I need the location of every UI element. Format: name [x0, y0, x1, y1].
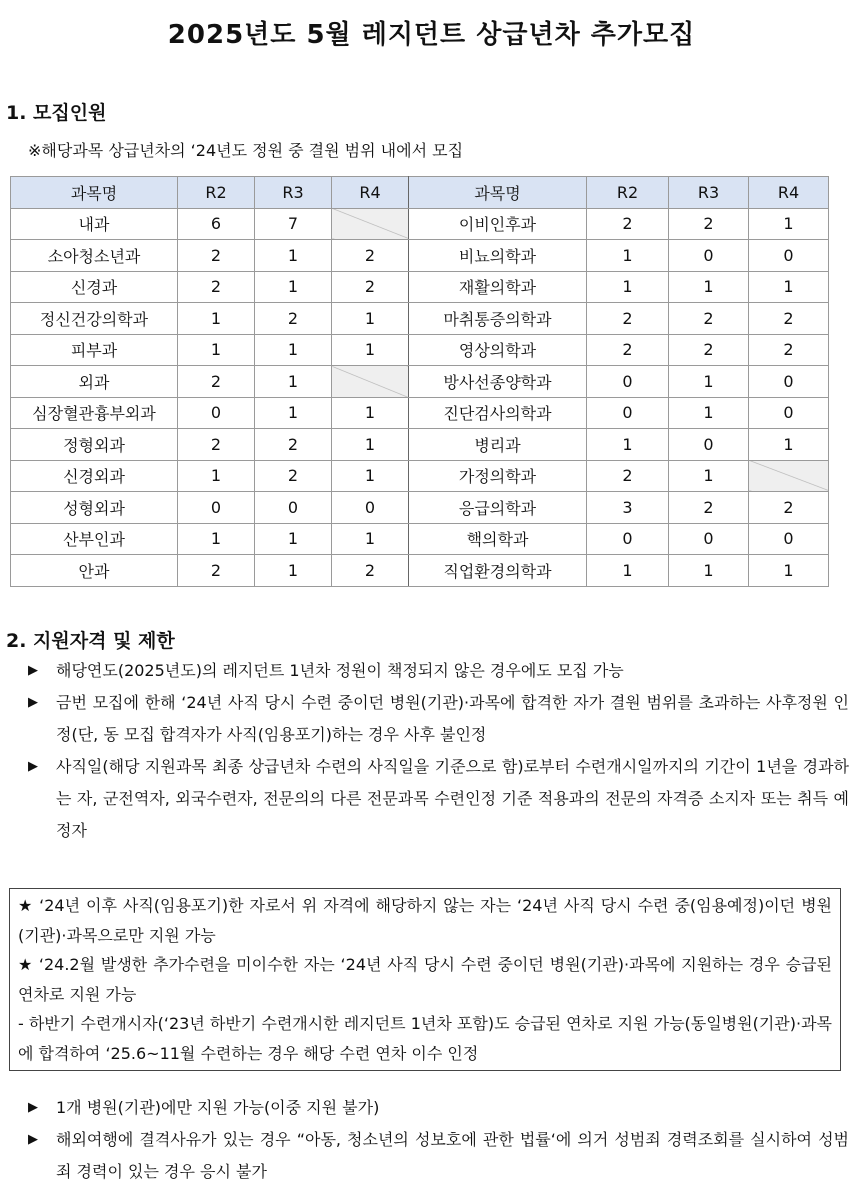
cell-r4-left: 0 [332, 492, 409, 524]
cell-r2-left: 6 [178, 208, 255, 240]
cell-r2-right: 1 [587, 429, 669, 461]
cell-r3-left: 1 [255, 240, 332, 272]
page-title: 2025년도 5월 레지던트 상급년차 추가모집 [167, 20, 696, 50]
table-row [11, 240, 829, 272]
cell-subject-right: 이비인후과 [409, 208, 587, 240]
cell-subject-left: 외과 [11, 366, 178, 398]
recruitment-note: ※해당과목 상급년차의 ‘24년도 정원 중 결원 범위 내에서 모집 [28, 141, 464, 160]
cell-r2-right: 3 [587, 492, 669, 524]
cell-r4-right: 0 [749, 366, 829, 398]
table-header-row [11, 177, 829, 209]
cell-r2-left: 1 [178, 523, 255, 555]
cell-r4-right: 2 [749, 492, 829, 524]
cell-r2-left: 2 [178, 271, 255, 303]
cell-r4-left: 2 [332, 555, 409, 587]
list-item [0, 751, 863, 847]
cell-subject-right: 진단검사의학과 [409, 397, 587, 429]
cell-r2-right: 2 [587, 208, 669, 240]
cell-r3-left: 0 [255, 492, 332, 524]
cell-r4-left [332, 366, 409, 398]
bullet-text: 1개 병원(기관)에만 지원 가능(이중 지원 불가) [56, 1098, 380, 1117]
header-r2-right: R2 [587, 177, 669, 209]
cell-subject-right: 응급의학과 [409, 492, 587, 524]
cell-r4-right [749, 460, 829, 492]
cell-subject-left: 신경과 [11, 271, 178, 303]
notice-line: ★ ‘24.2월 발생한 추가수련을 미이수한 자는 ‘24년 사직 당시 수련 중이던 병원(기관)·과목에 지원하는 경우 승급된 연차로 지원 가능 [18, 955, 832, 1004]
cell-subject-right: 비뇨의학과 [409, 240, 587, 272]
cell-r3-right: 2 [669, 208, 749, 240]
cell-r4-right: 1 [749, 208, 829, 240]
bullet-triangle-icon: ▶ [28, 759, 38, 774]
cell-r3-left: 1 [255, 366, 332, 398]
cell-r2-left: 0 [178, 492, 255, 524]
cell-r4-left: 1 [332, 334, 409, 366]
cell-subject-right: 방사선종양학과 [409, 366, 587, 398]
cell-r4-right: 0 [749, 397, 829, 429]
cell-subject-right: 직업환경의학과 [409, 555, 587, 587]
list-item [0, 655, 863, 687]
cell-r2-right: 0 [587, 523, 669, 555]
cell-r3-left: 2 [255, 460, 332, 492]
cell-subject-left: 피부과 [11, 334, 178, 366]
cell-r3-left: 1 [255, 523, 332, 555]
cell-r4-left: 1 [332, 303, 409, 335]
cell-r2-right: 2 [587, 334, 669, 366]
cell-r3-right: 2 [669, 492, 749, 524]
cell-r3-left: 1 [255, 334, 332, 366]
cell-r3-right: 0 [669, 429, 749, 461]
cell-r3-left: 2 [255, 429, 332, 461]
cell-subject-left: 내과 [11, 208, 178, 240]
cell-r2-left: 1 [178, 460, 255, 492]
cell-r3-left: 1 [255, 271, 332, 303]
cell-r2-right: 0 [587, 397, 669, 429]
cell-r4-right: 0 [749, 240, 829, 272]
cell-r4-right: 1 [749, 429, 829, 461]
table-row [11, 429, 829, 461]
list-item [0, 1092, 863, 1124]
cell-subject-left: 신경외과 [11, 460, 178, 492]
cell-r3-right: 1 [669, 460, 749, 492]
cell-r2-left: 2 [178, 366, 255, 398]
cell-subject-left: 심장혈관흉부외과 [11, 397, 178, 429]
cell-r4-right: 0 [749, 523, 829, 555]
table-row [11, 460, 829, 492]
cell-r4-right: 1 [749, 271, 829, 303]
notice-line: - 하반기 수련개시자(‘23년 하반기 수련개시한 레지던트 1년차 포함)도 승급된 연차로 지원 가능(동일병원(기관)·과목에 합격하여 ‘25.6~11월 수련하는 경우 해당 수련 연차 이수 인정 [18, 1014, 832, 1063]
bullet-triangle-icon: ▶ [28, 1100, 38, 1115]
cell-r4-left [332, 208, 409, 240]
table-row [11, 303, 829, 335]
restriction-list [0, 1092, 863, 1188]
qualification-list [0, 655, 863, 847]
header-subject-right: 과목명 [409, 177, 587, 209]
cell-r2-left: 2 [178, 429, 255, 461]
cell-r4-right: 2 [749, 334, 829, 366]
cell-subject-left: 정형외과 [11, 429, 178, 461]
cell-r2-right: 1 [587, 555, 669, 587]
notice-line: ★ ‘24년 이후 사직(임용포기)한 자로서 위 자격에 해당하지 않는 자는 ‘24년 사직 당시 수련 중(임용예정)이던 병원(기관)·과목으로만 지원 가능 [18, 896, 832, 945]
bullet-text: 해외여행에 결격사유가 있는 경우 “아동, 청소년의 성보호에 관한 법률‘에 의거 성범죄 경력조회를 실시하여 성범죄 경력이 있는 경우 응시 불가 [56, 1130, 849, 1181]
recruitment-table [10, 176, 829, 587]
header-r3-left: R3 [255, 177, 332, 209]
cell-r3-right: 1 [669, 366, 749, 398]
cell-subject-right: 재활의학과 [409, 271, 587, 303]
cell-r2-right: 1 [587, 240, 669, 272]
cell-subject-right: 병리과 [409, 429, 587, 461]
cell-r4-right: 1 [749, 555, 829, 587]
cell-r2-left: 2 [178, 240, 255, 272]
cell-subject-right: 가정의학과 [409, 460, 587, 492]
cell-r2-right: 1 [587, 271, 669, 303]
cell-subject-left: 안과 [11, 555, 178, 587]
table-row [11, 492, 829, 524]
cell-r3-right: 2 [669, 334, 749, 366]
cell-r3-left: 2 [255, 303, 332, 335]
bullet-triangle-icon: ▶ [28, 663, 38, 678]
cell-r4-left: 1 [332, 429, 409, 461]
cell-r3-right: 2 [669, 303, 749, 335]
cell-subject-right: 영상의학과 [409, 334, 587, 366]
header-r4-left: R4 [332, 177, 409, 209]
cell-subject-right: 핵의학과 [409, 523, 587, 555]
cell-r4-left: 1 [332, 523, 409, 555]
list-item [0, 1124, 863, 1188]
table-row [11, 208, 829, 240]
cell-r3-left: 1 [255, 397, 332, 429]
special-notice-box [9, 888, 841, 1071]
table-row [11, 523, 829, 555]
cell-r3-right: 0 [669, 240, 749, 272]
cell-r3-right: 1 [669, 555, 749, 587]
table-row [11, 271, 829, 303]
cell-subject-right: 마취통증의학과 [409, 303, 587, 335]
bullet-text: 해당연도(2025년도)의 레지던트 1년차 정원이 책정되지 않은 경우에도 모집 가능 [56, 661, 624, 680]
cell-r3-right: 1 [669, 271, 749, 303]
cell-r2-left: 2 [178, 555, 255, 587]
cell-r4-left: 1 [332, 460, 409, 492]
bullet-triangle-icon: ▶ [28, 1132, 38, 1147]
cell-subject-left: 성형외과 [11, 492, 178, 524]
cell-r2-left: 1 [178, 303, 255, 335]
cell-subject-left: 소아청소년과 [11, 240, 178, 272]
cell-r4-left: 2 [332, 240, 409, 272]
cell-r2-right: 0 [587, 366, 669, 398]
cell-r3-left: 1 [255, 555, 332, 587]
bullet-text: 사직일(해당 지원과목 최종 상급년차 수련의 사직일을 기준으로 함)로부터 수련개시일까지의 기간이 1년을 경과하는 자, 군전역자, 외국수련자, 전문의의 다른 전문과목 수련인정 기준 적용과의 전문의 자격증 소지자 또는 취득 예정자 [56, 757, 849, 840]
bullet-triangle-icon: ▶ [28, 695, 38, 710]
cell-r3-right: 1 [669, 397, 749, 429]
cell-subject-left: 정신건강의학과 [11, 303, 178, 335]
cell-r2-right: 2 [587, 303, 669, 335]
cell-r4-left: 1 [332, 397, 409, 429]
header-r2-left: R2 [178, 177, 255, 209]
cell-r4-right: 2 [749, 303, 829, 335]
cell-r2-left: 0 [178, 397, 255, 429]
header-subject-left: 과목명 [11, 177, 178, 209]
section-2-heading: 2. 지원자격 및 제한 [6, 630, 175, 652]
header-r4-right: R4 [749, 177, 829, 209]
list-item [0, 687, 863, 751]
table-row [11, 334, 829, 366]
table-row [11, 555, 829, 587]
cell-r2-right: 2 [587, 460, 669, 492]
header-r3-right: R3 [669, 177, 749, 209]
bullet-text: 금번 모집에 한해 ‘24년 사직 당시 수련 중이던 병원(기관)·과목에 합격한 자가 결원 범위를 초과하는 사후정원 인정(단, 동 모집 합격자가 사직(임용포기)하는 경우 사후 불인정 [56, 693, 849, 744]
cell-r3-right: 0 [669, 523, 749, 555]
cell-r2-left: 1 [178, 334, 255, 366]
table-row [11, 397, 829, 429]
section-1-heading: 1. 모집인원 [6, 102, 107, 124]
cell-subject-left: 산부인과 [11, 523, 178, 555]
table-row [11, 366, 829, 398]
cell-r3-left: 7 [255, 208, 332, 240]
cell-r4-left: 2 [332, 271, 409, 303]
